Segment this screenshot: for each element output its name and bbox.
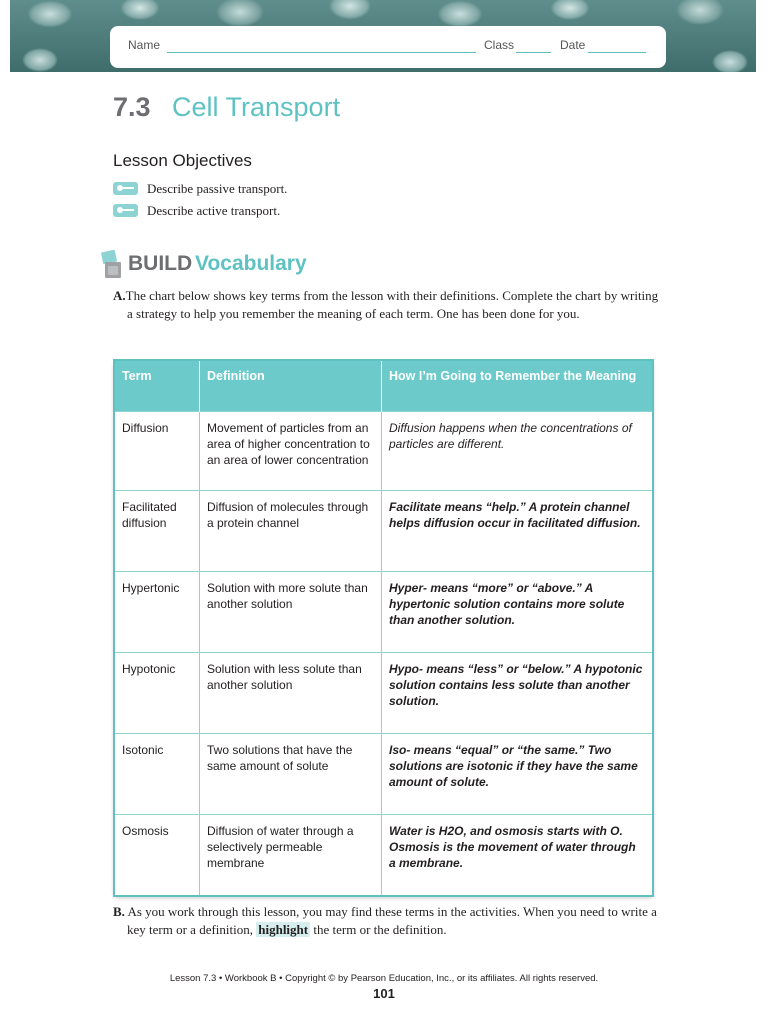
date-label: Date [560, 38, 586, 52]
table-header-row [114, 360, 653, 412]
strategy-cell[interactable]: Water is H2O, and osmosis starts with O. Osmosis is the movement of water through a membrane. [382, 815, 654, 897]
highlight-word: highlight [258, 921, 309, 937]
name-field[interactable] [167, 52, 476, 53]
term-cell: Diffusion [114, 412, 200, 491]
objective-text: Describe active transport. [147, 203, 281, 218]
table-row [114, 734, 653, 815]
definition-cell: Solution with more solute than another solution [200, 572, 382, 653]
vocabulary-table [113, 359, 654, 897]
term-cell: Osmosis [114, 815, 200, 897]
section-number: 7.3 [113, 92, 151, 122]
key-icon [113, 204, 138, 217]
definition-cell: Diffusion of water through a selectively permeable membrane [200, 815, 382, 897]
name-label: Name [128, 38, 161, 52]
term-cell: Hypertonic [114, 572, 200, 653]
strategy-cell-example [382, 412, 654, 491]
definition-cell: Two solutions that have the same amount of solute [200, 734, 382, 815]
table-row [114, 815, 653, 897]
page-number: 101 [373, 986, 395, 1001]
part-a-text: The chart below shows key terms from the lesson with their definitions. Complete the chart by writing a strategy to help you remember the meaning of each term. One has been done for you. [125, 288, 659, 321]
key-icon [113, 182, 138, 195]
vocabulary-heading: Vocabulary [195, 252, 307, 275]
strategy-cell[interactable]: Hyper- means “more” or “above.” A hypertonic solution contains more solute than another solution. [382, 572, 654, 653]
header-strategy: How I’m Going to Remember the Meaning [382, 360, 654, 412]
class-field[interactable] [516, 52, 551, 53]
table-row [114, 572, 653, 653]
header-banner [10, 0, 756, 72]
table-row [114, 412, 653, 491]
name-class-date-bar [110, 26, 666, 68]
part-b-instructions [113, 903, 667, 938]
build-heading: BUILD [128, 252, 193, 275]
header-definition: Definition [200, 360, 382, 412]
strategy-cell[interactable]: Facilitate means “help.” A protein channel helps diffusion occur in facilitated diffusion. [382, 491, 654, 572]
term-cell: Hypotonic [114, 653, 200, 734]
definition-cell: Diffusion of molecules through a protein channel [200, 491, 382, 572]
table-row [114, 653, 653, 734]
strategy-example-text: Diffusion happens when the concentrations of particles are different. [389, 421, 632, 451]
part-b-text-end: the term or the definition. [313, 921, 447, 937]
date-field[interactable] [588, 52, 646, 53]
building-blocks-icon [100, 249, 126, 283]
definition-cell: Movement of particles from an area of higher concentration to an area of lower concentration [200, 412, 382, 491]
term-cell: Isotonic [114, 734, 200, 815]
strategy-cell[interactable]: Hypo- means “less” or “below.” A hypotonic solution contains less solute than another solution. [382, 653, 654, 734]
strategy-cell[interactable]: Iso- means “equal” or “the same.” Two solutions are isotonic if they have the same amount of solute. [382, 734, 654, 815]
class-label: Class [484, 38, 515, 52]
part-b-text: As you work through this lesson, you may find these terms in the activities. When you need to write a key term or a definition, [127, 904, 657, 937]
term-cell: Facilitated diffusion [114, 491, 200, 572]
part-a-marker: A. [113, 288, 126, 303]
part-b-marker: B. [113, 904, 125, 919]
table-row [114, 491, 653, 572]
definition-cell: Solution with less solute than another solution [200, 653, 382, 734]
part-a-instructions [113, 287, 667, 322]
section-title: Cell Transport [172, 92, 341, 122]
header-term: Term [114, 360, 200, 412]
copyright-footer: Lesson 7.3 • Workbook B • Copyright © by Pearson Education, Inc., or its affiliates. All rights reserved. [169, 973, 599, 984]
objective-text: Describe passive transport. [147, 181, 288, 196]
objectives-heading: Lesson Objectives [113, 151, 252, 170]
